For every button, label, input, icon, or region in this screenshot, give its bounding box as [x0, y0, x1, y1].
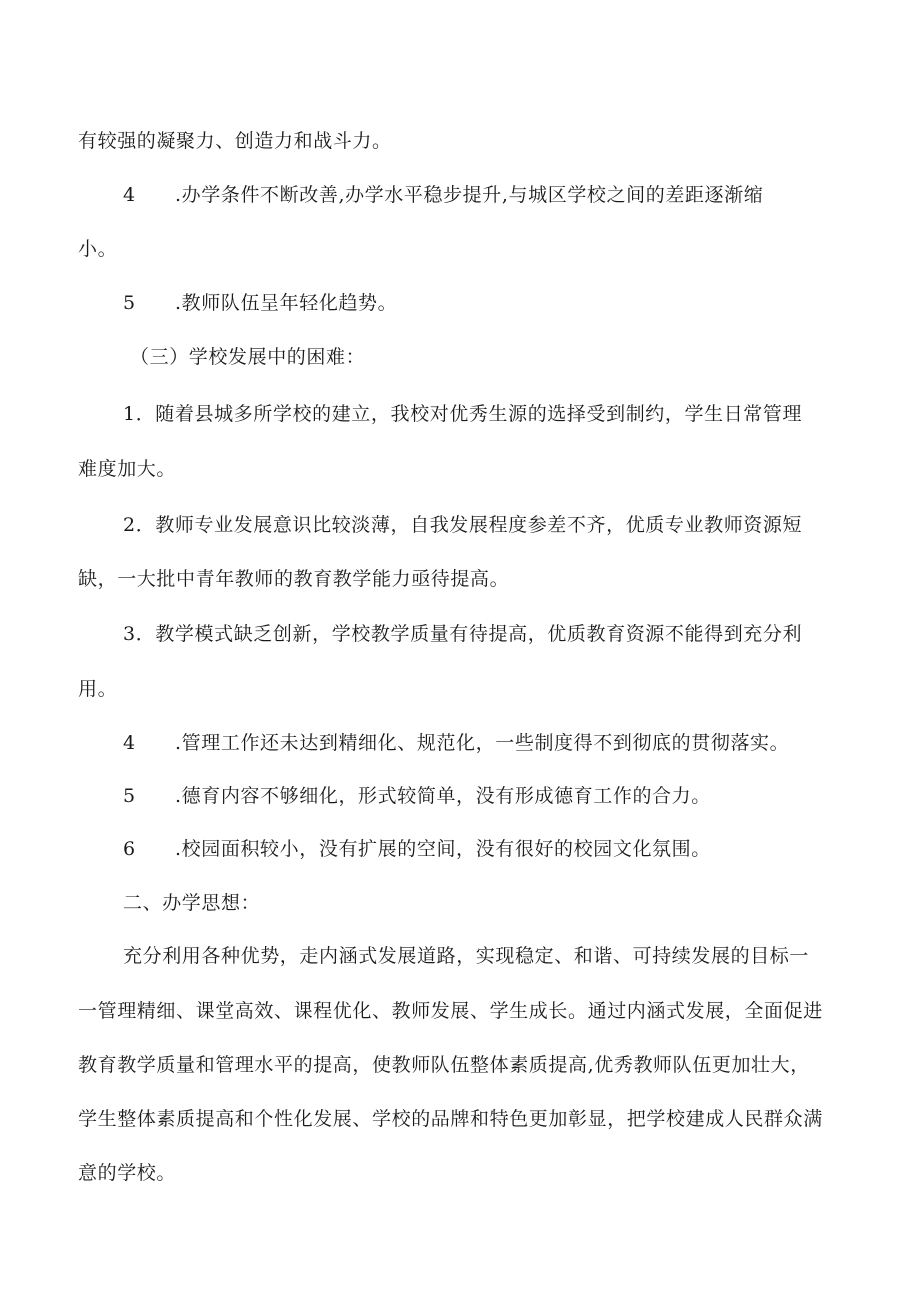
line-text: 用。: [78, 678, 118, 700]
paragraph-line: [78, 676, 117, 702]
line-text: 有较强的凝聚力、创造力和战斗力。: [78, 130, 392, 152]
line-text: .德育内容不够细化，形式较简单，没有形成德育工作的合力。: [175, 785, 711, 807]
line-text: 教育教学质量和管理水平的提高，使教师队伍整体素质提高,优秀教师队伍更加壮大，: [78, 1054, 810, 1076]
list-number: 5: [123, 785, 136, 807]
paragraph-line: [78, 128, 392, 154]
list-item-5-difficulty: [123, 783, 711, 809]
line-text: 3．教学模式缺乏创新，学校教学质量有待提高，优质教育资源不能得到充分利: [123, 623, 803, 645]
list-item-2-difficulty: [123, 512, 802, 538]
list-item-5-teachers: [123, 290, 397, 316]
list-number: 4: [123, 184, 136, 206]
paragraph-line: [78, 998, 823, 1024]
section-heading-difficulties: [130, 344, 365, 370]
paragraph-line: [78, 456, 176, 482]
list-item-1-difficulty: [123, 401, 802, 427]
paragraph-line: [78, 566, 509, 592]
paragraph-line: [123, 943, 809, 969]
list-number: 4: [123, 732, 136, 754]
list-item-4-difficulty: [123, 730, 789, 756]
list-item-3-difficulty: [123, 621, 802, 647]
line-text: 意的学校。: [78, 1162, 177, 1184]
line-text: 一管理精细、课堂高效、课程优化、教师发展、学生成长。通过内涵式发展，全面促进: [78, 1000, 823, 1022]
line-text: 缺，一大批中青年教师的教育教学能力亟待提高。: [78, 568, 510, 590]
line-text: 1．随着县城多所学校的建立，我校对优秀生源的选择受到制约，学生日常管理: [123, 403, 803, 425]
line-text: 小。: [78, 238, 118, 260]
line-text: .办学条件不断改善,办学水平稳步提升,与城区学校之间的差距逐渐缩: [175, 184, 764, 206]
line-text: .教师队伍呈年轻化趋势。: [175, 292, 398, 314]
paragraph-line: [78, 1106, 823, 1132]
line-text: 二、办学思想：: [123, 892, 261, 914]
line-text: （三）学校发展中的困难：: [130, 346, 366, 368]
line-text: .校园面积较小，没有扩展的空间，没有很好的校园文化氛围。: [175, 838, 711, 860]
list-item-6-difficulty: [123, 836, 711, 862]
paragraph-line: [78, 1052, 810, 1078]
list-number: 5: [123, 292, 136, 314]
paragraph-line: [78, 236, 117, 262]
line-text: 学生整体素质提高和个性化发展、学校的品牌和特色更加彰显，把学校建成人民群众满: [78, 1108, 823, 1130]
paragraph-line: [78, 1160, 176, 1186]
line-text: 充分利用各种优势，走内涵式发展道路，实现稳定、和谐、可持续发展的目标一: [123, 945, 810, 967]
list-item-4-condition: [123, 182, 763, 208]
line-text: 2．教师专业发展意识比较淡薄，自我发展程度参差不齐，优质专业教师资源短: [123, 514, 803, 536]
section-heading-philosophy: [123, 890, 260, 916]
line-text: .管理工作还未达到精细化、规范化，一些制度得不到彻底的贯彻落实。: [175, 732, 790, 754]
list-number: 6: [123, 838, 136, 860]
line-text: 难度加大。: [78, 458, 177, 480]
